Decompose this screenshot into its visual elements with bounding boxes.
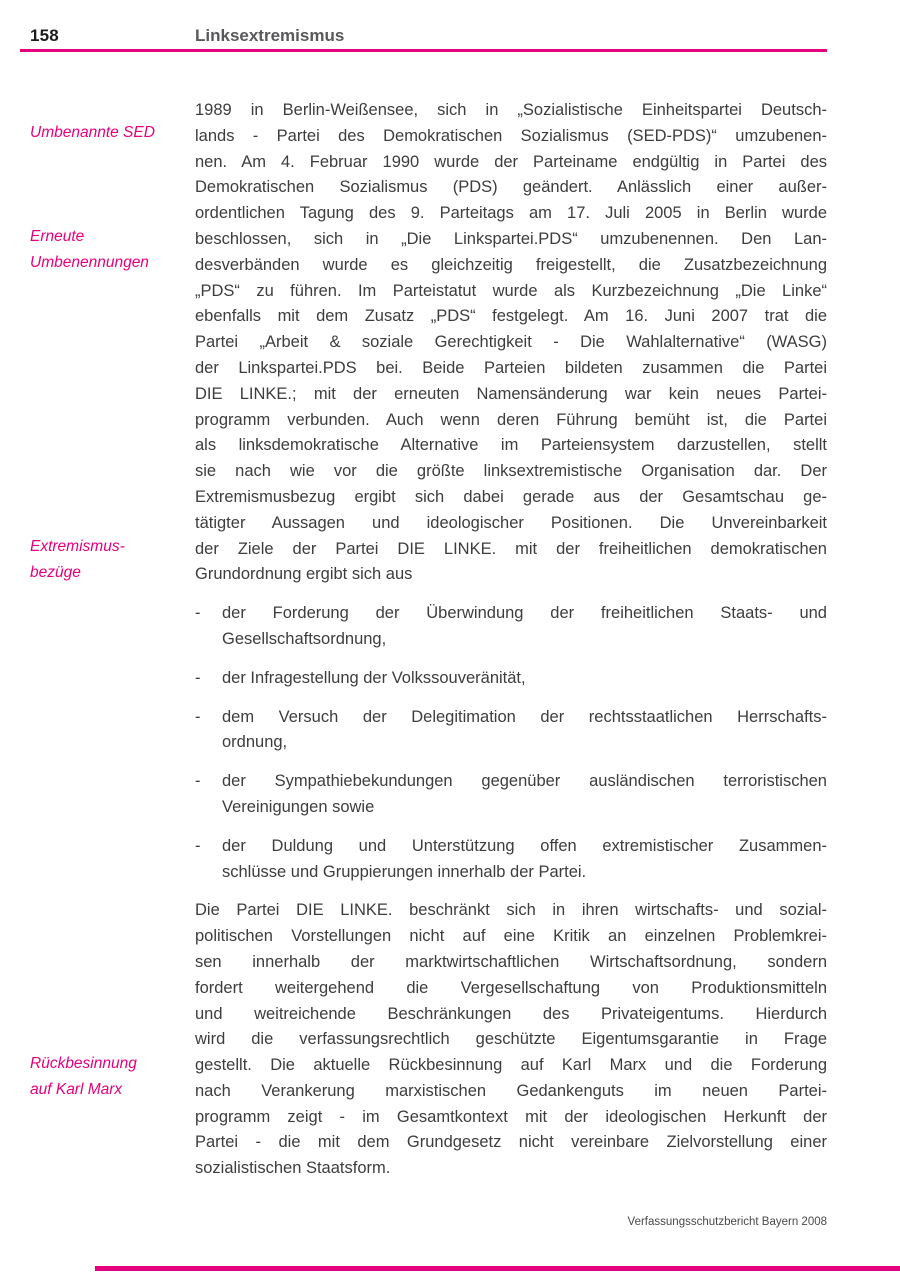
text-line: ebenfalls mit dem Zusatz „PDS“ festgelegt. Am 16. Juni 2007 trat die xyxy=(195,307,827,326)
text-line: DIE LINKE.; mit der erneuten Namensänderung war kein neues Partei- xyxy=(195,384,827,403)
text-line: sozialistischen Staatsform. xyxy=(195,1159,391,1178)
text-line: der Sympathiebekundungen gegenüber ausländischen terroristischen xyxy=(222,772,827,791)
text-line: der Ziele der Partei DIE LINKE. mit der freiheitlichen demokratischen xyxy=(195,539,827,558)
text-line: nach Verankerung marxistischen Gedankenguts im neuen Partei- xyxy=(195,1081,827,1100)
text-line: der Linkspartei.PDS bei. Beide Parteien bildeten zusammen die Partei xyxy=(195,358,827,377)
bullet-text xyxy=(222,769,827,821)
margin-note-line: Umbenennungen xyxy=(30,254,149,271)
text-line: politischen Vorstellungen nicht auf eine Kritik an einzelnen Problemkrei- xyxy=(195,927,827,946)
text-line: als linksdemokratische Alternative im Parteiensystem darzustellen, stellt xyxy=(195,436,827,455)
text-line: der Forderung der Überwindung der freiheitlichen Staats- und xyxy=(222,604,827,623)
bullet-dash: - xyxy=(195,604,201,623)
bullet-list-extremism-points xyxy=(195,601,827,885)
text-line: tätigter Aussagen und ideologischer Positionen. Die Unvereinbarkeit xyxy=(195,513,827,532)
bullet-text xyxy=(222,834,827,886)
bullet-text xyxy=(222,666,827,692)
bullet-item xyxy=(195,769,827,821)
text-line: wird die verfassungsrechtlich geschützte Eigentumsgarantie in Frage xyxy=(195,1030,827,1049)
text-line: programm zeigt - im Gesamtkontext mit der ideologischen Herkunft der xyxy=(195,1107,827,1126)
text-line: gestellt. Die aktuelle Rückbesinnung auf Karl Marx und die Forderung xyxy=(195,1056,827,1075)
margin-note xyxy=(30,534,188,586)
bullet-dash: - xyxy=(195,836,201,855)
bullet-dash: - xyxy=(195,707,201,726)
text-line: dem Versuch der Delegitimation der rechtsstaatlichen Herrschafts- xyxy=(222,707,827,726)
text-line: ordnung, xyxy=(222,733,288,752)
text-line: der Duldung und Unterstützung offen extremistischer Zusammen- xyxy=(222,836,827,855)
bullet-text xyxy=(222,601,827,653)
text-line: desverbänden wurde es gleichzeitig freigestellt, die Zusatzbezeichnung xyxy=(195,255,827,274)
text-line: sie nach wie vor die größte linksextremistische Organisation dar. Der xyxy=(195,462,827,481)
text-line: schlüsse und Gruppierungen innerhalb der Partei. xyxy=(222,862,587,881)
paragraph-renaming-history xyxy=(195,98,827,588)
margin-note-line: Extremismus- xyxy=(30,538,125,555)
text-line: fordert weitergehend die Vergesellschaftung von Produktionsmitteln xyxy=(195,978,827,997)
margin-notes xyxy=(0,0,190,1272)
page-number: 158 xyxy=(30,26,59,45)
margin-note-line: bezüge xyxy=(30,564,81,581)
margin-note-line: auf Karl Marx xyxy=(30,1081,123,1098)
margin-note-line: Erneute xyxy=(30,228,85,245)
text-line: und weitreichende Beschränkungen des Privateigentums. Hierdurch xyxy=(195,1004,827,1023)
margin-note-line: Umbenannte SED xyxy=(30,124,155,141)
bullet-text xyxy=(222,705,827,757)
text-line: „PDS“ zu führen. Im Parteistatut wurde als Kurzbezeichnung „Die Linke“ xyxy=(195,281,827,300)
text-line: Partei „Arbeit & soziale Gerechtigkeit - Die Wahlalternative“ (WASG) xyxy=(195,333,827,352)
margin-note xyxy=(30,1051,188,1103)
text-line: Vereinigungen sowie xyxy=(222,797,375,816)
bullet-item xyxy=(195,705,827,757)
bullet-item xyxy=(195,601,827,653)
text-line: sen innerhalb der marktwirtschaftlichen Wirtschaftsordnung, sondern xyxy=(195,952,827,971)
body-text xyxy=(195,98,827,1195)
text-line: nen. Am 4. Februar 1990 wurde der Parteiname endgültig in Partei des xyxy=(195,152,827,171)
text-line: Die Partei DIE LINKE. beschränkt sich in ihren wirtschafts- und sozial- xyxy=(195,901,827,920)
bullet-item xyxy=(195,834,827,886)
margin-note-line: Rückbesinnung xyxy=(30,1055,137,1072)
paragraph-economic-positions xyxy=(195,898,827,1182)
text-line: der Infragestellung der Volkssouveränität, xyxy=(222,668,526,687)
text-line: beschlossen, sich in „Die Linkspartei.PDS“ umzubenennen. Den Lan- xyxy=(195,229,827,248)
text-line: programm verbunden. Auch wenn deren Führung bemüht ist, die Partei xyxy=(195,410,827,429)
bullet-dash: - xyxy=(195,772,201,791)
text-line: Partei - die mit dem Grundgesetz nicht vereinbare Zielvorstellung einer xyxy=(195,1133,827,1152)
footer-report-title: Verfassungsschutzbericht Bayern 2008 xyxy=(627,1216,827,1228)
text-line: ordentlichen Tagung des 9. Parteitags am 17. Juli 2005 in Berlin wurde xyxy=(195,204,827,223)
text-line: Demokratischen Sozialismus (PDS) geändert. Anlässlich einer außer- xyxy=(195,178,827,197)
margin-note xyxy=(30,120,188,146)
text-line: Grundordnung ergibt sich aus xyxy=(195,565,413,584)
bullet-dash: - xyxy=(195,668,201,687)
text-line: lands - Partei des Demokratischen Sozialismus (SED-PDS)“ umzubenen- xyxy=(195,126,827,145)
text-line: 1989 in Berlin-Weißensee, sich in „Sozialistische Einheitspartei Deutsch- xyxy=(195,101,827,119)
footer-rule xyxy=(95,1266,900,1271)
section-title: Linksextremismus xyxy=(195,26,345,45)
margin-note xyxy=(30,224,188,276)
text-line: Gesellschaftsordnung, xyxy=(222,629,387,648)
text-line: Extremismusbezug ergibt sich dabei gerade aus der Gesamtschau ge- xyxy=(195,487,827,506)
bullet-item xyxy=(195,666,827,692)
